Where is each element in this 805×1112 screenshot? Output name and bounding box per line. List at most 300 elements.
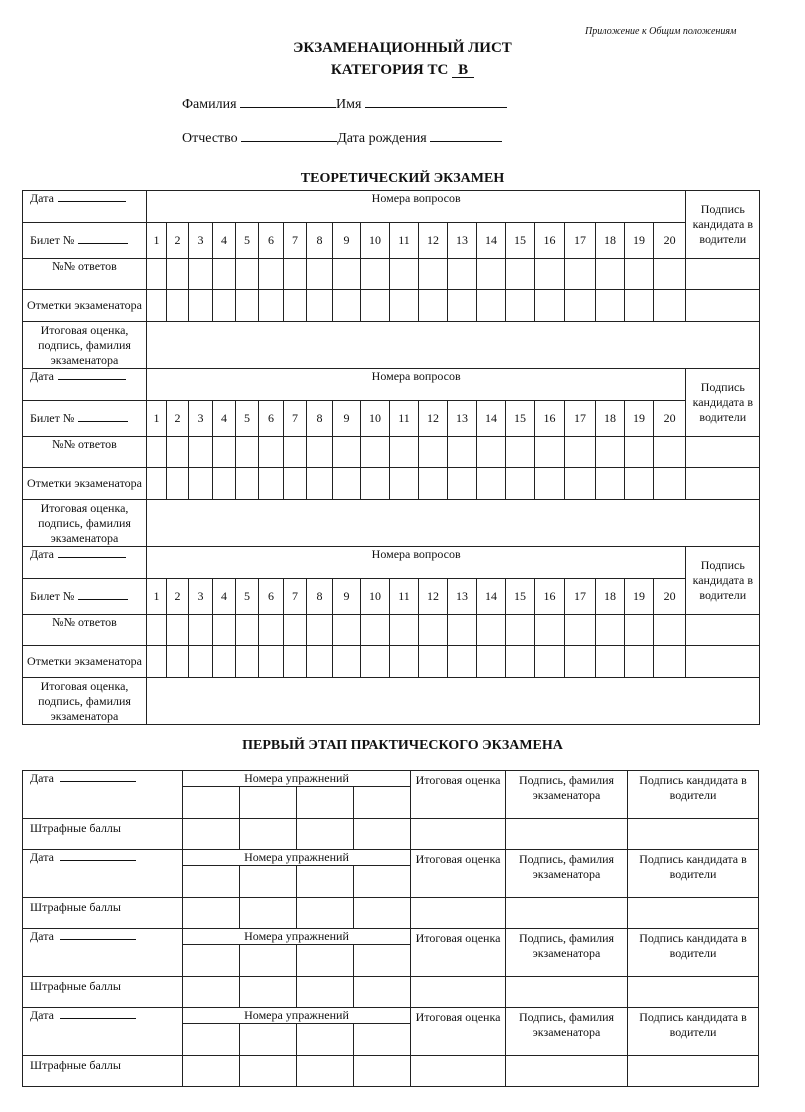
practical-section-title: ПЕРВЫЙ ЭТАП ПРАКТИЧЕСКОГО ЭКЗАМЕНА — [242, 738, 563, 753]
question-number: 16 — [535, 401, 565, 437]
question-number: 2 — [167, 579, 189, 615]
answer-cell[interactable] — [147, 437, 167, 468]
questions-header: Номера вопросов — [147, 191, 686, 223]
question-number: 18 — [596, 223, 625, 259]
exercise-number-cell[interactable] — [240, 787, 297, 819]
candidate-signature-cell[interactable] — [628, 1056, 759, 1087]
question-number: 1 — [147, 579, 167, 615]
question-number: 15 — [506, 401, 535, 437]
question-number: 19 — [625, 223, 654, 259]
question-number: 15 — [506, 223, 535, 259]
mark-cell[interactable] — [284, 468, 307, 500]
practical-date-label: Дата — [30, 1008, 54, 1022]
answer-cell[interactable] — [361, 259, 390, 290]
mark-cell[interactable] — [625, 646, 654, 678]
answer-cell[interactable] — [361, 615, 390, 646]
question-number: 14 — [477, 223, 506, 259]
ticket-label: Билет № — [30, 589, 75, 603]
exercise-number-cell[interactable] — [354, 1024, 411, 1056]
answer-cell[interactable] — [189, 615, 213, 646]
exercise-number-cell[interactable] — [240, 866, 297, 898]
practical-date-label: Дата — [30, 771, 54, 785]
theory-date-cell[interactable] — [23, 369, 147, 401]
question-number: 10 — [361, 579, 390, 615]
marks-signature-cell[interactable] — [686, 646, 760, 678]
answer-cell[interactable] — [390, 259, 419, 290]
final-grade-label: Итоговая оценка, подпись, фамилия экзаменатора — [23, 678, 147, 725]
answer-cell[interactable] — [625, 259, 654, 290]
practical-date-cell[interactable] — [23, 771, 183, 819]
question-number: 12 — [419, 223, 448, 259]
final-grade-cell[interactable] — [147, 678, 760, 725]
exercise-number-cell[interactable] — [354, 866, 411, 898]
ticket-cell[interactable] — [23, 401, 147, 437]
answer-cell[interactable] — [654, 437, 686, 468]
exercises-header: Номера упражнений — [183, 850, 411, 866]
mark-cell[interactable] — [333, 468, 361, 500]
question-number: 3 — [189, 579, 213, 615]
penalty-cell[interactable] — [240, 1056, 297, 1087]
answer-cell[interactable] — [236, 437, 259, 468]
mark-cell[interactable] — [477, 290, 506, 322]
examiner-signature-cell[interactable] — [506, 977, 628, 1008]
question-number: 17 — [565, 401, 596, 437]
mark-cell[interactable] — [361, 468, 390, 500]
penalty-cell[interactable] — [183, 898, 240, 929]
final-grade-cell[interactable] — [411, 1056, 506, 1087]
category-label: КАТЕГОРИЯ ТС — [330, 62, 449, 78]
sheet-title: ЭКЗАМЕНАЦИОННЫЙ ЛИСТ — [293, 40, 512, 56]
answer-cell[interactable] — [147, 615, 167, 646]
question-number: 5 — [236, 223, 259, 259]
final-grade-label: Итоговая оценка, подпись, фамилия экзаменатора — [23, 322, 147, 369]
marks-label: Отметки экзаменатора — [23, 468, 147, 500]
question-number: 18 — [596, 401, 625, 437]
exercise-number-cell[interactable] — [183, 787, 240, 819]
exercise-number-cell[interactable] — [297, 866, 354, 898]
candidate-signature-header: Подпись кандидата в водители — [628, 850, 759, 898]
mark-cell[interactable] — [419, 290, 448, 322]
question-number: 13 — [448, 401, 477, 437]
mark-cell[interactable] — [259, 468, 284, 500]
mark-cell[interactable] — [477, 468, 506, 500]
question-number: 15 — [506, 579, 535, 615]
mark-cell[interactable] — [625, 468, 654, 500]
question-number: 1 — [147, 223, 167, 259]
question-number: 7 — [284, 401, 307, 437]
answer-cell[interactable] — [333, 437, 361, 468]
answers-label: №№ ответов — [23, 615, 147, 646]
question-number: 17 — [565, 579, 596, 615]
penalty-cell[interactable] — [183, 1056, 240, 1087]
question-number: 13 — [448, 223, 477, 259]
marks-label: Отметки экзаменатора — [23, 290, 147, 322]
answer-cell[interactable] — [361, 437, 390, 468]
question-number: 10 — [361, 401, 390, 437]
question-number: 20 — [654, 223, 686, 259]
examiner-signature-cell[interactable] — [506, 1056, 628, 1087]
question-number: 20 — [654, 579, 686, 615]
question-number: 8 — [307, 223, 333, 259]
answer-cell[interactable] — [213, 615, 236, 646]
practical-date-field[interactable] — [60, 850, 136, 861]
candidate-signature-cell[interactable] — [628, 819, 759, 850]
mark-cell[interactable] — [535, 646, 565, 678]
answer-cell[interactable] — [596, 615, 625, 646]
question-number: 4 — [213, 401, 236, 437]
question-number: 14 — [477, 401, 506, 437]
ticket-label: Билет № — [30, 411, 75, 425]
question-number: 5 — [236, 579, 259, 615]
question-number: 10 — [361, 223, 390, 259]
exercise-number-cell[interactable] — [297, 945, 354, 977]
mark-cell[interactable] — [236, 290, 259, 322]
exercises-header: Номера упражнений — [183, 1008, 411, 1024]
final-grade-cell[interactable] — [411, 977, 506, 1008]
patronymic-line — [182, 129, 502, 147]
candidate-signature-header: Подпись кандидата в водители — [628, 771, 759, 819]
penalty-label: Штрафные баллы — [23, 819, 183, 850]
mark-cell[interactable] — [333, 290, 361, 322]
question-number: 7 — [284, 223, 307, 259]
answer-cell[interactable] — [236, 615, 259, 646]
answer-cell[interactable] — [506, 259, 535, 290]
final-grade-header: Итоговая оценка — [411, 850, 506, 898]
mark-cell[interactable] — [147, 290, 167, 322]
answer-cell[interactable] — [390, 437, 419, 468]
first-name-label: Имя — [336, 97, 362, 112]
ticket-label: Билет № — [30, 233, 75, 247]
answer-cell[interactable] — [259, 259, 284, 290]
answer-cell[interactable] — [259, 615, 284, 646]
answer-cell[interactable] — [419, 259, 448, 290]
practical-date-field[interactable] — [60, 929, 136, 940]
ticket-field[interactable] — [78, 411, 128, 422]
exercise-number-cell[interactable] — [297, 787, 354, 819]
answer-cell[interactable] — [535, 615, 565, 646]
candidate-signature-header: Подпись кандидата в водители — [686, 191, 760, 259]
candidate-signature-cell[interactable] — [628, 898, 759, 929]
penalty-cell[interactable] — [297, 898, 354, 929]
mark-cell[interactable] — [189, 646, 213, 678]
question-number: 17 — [565, 223, 596, 259]
category-value: В — [452, 63, 474, 78]
first-name-field[interactable] — [365, 95, 507, 108]
mark-cell[interactable] — [333, 646, 361, 678]
answer-cell[interactable] — [654, 259, 686, 290]
answer-cell[interactable] — [284, 259, 307, 290]
answer-cell[interactable] — [535, 437, 565, 468]
mark-cell[interactable] — [535, 468, 565, 500]
mark-cell[interactable] — [236, 646, 259, 678]
mark-cell[interactable] — [213, 468, 236, 500]
penalty-cell[interactable] — [240, 977, 297, 1008]
question-number: 6 — [259, 579, 284, 615]
final-grade-header: Итоговая оценка — [411, 771, 506, 819]
marks-label: Отметки экзаменатора — [23, 646, 147, 678]
practical-date-cell[interactable] — [23, 929, 183, 977]
mark-cell[interactable] — [167, 646, 189, 678]
answer-cell[interactable] — [477, 437, 506, 468]
question-number: 20 — [654, 401, 686, 437]
mark-cell[interactable] — [448, 646, 477, 678]
answer-cell[interactable] — [625, 437, 654, 468]
candidate-signature-header: Подпись кандидата в водители — [686, 547, 760, 615]
ticket-field[interactable] — [78, 589, 128, 600]
answer-cell[interactable] — [167, 259, 189, 290]
penalty-cell[interactable] — [240, 819, 297, 850]
answer-cell[interactable] — [390, 615, 419, 646]
answers-signature-cell[interactable] — [686, 615, 760, 646]
mark-cell[interactable] — [259, 646, 284, 678]
answer-cell[interactable] — [213, 259, 236, 290]
answer-cell[interactable] — [654, 615, 686, 646]
penalty-cell[interactable] — [354, 1056, 411, 1087]
category-line — [0, 62, 805, 79]
answers-signature-cell[interactable] — [686, 259, 760, 290]
mark-cell[interactable] — [390, 646, 419, 678]
ticket-field[interactable] — [78, 233, 128, 244]
answer-cell[interactable] — [506, 437, 535, 468]
questions-header: Номера вопросов — [147, 369, 686, 401]
mark-cell[interactable] — [213, 646, 236, 678]
answers-signature-cell[interactable] — [686, 437, 760, 468]
questions-header: Номера вопросов — [147, 547, 686, 579]
final-grade-label: Итоговая оценка, подпись, фамилия экзаменатора — [23, 500, 147, 547]
theory-exam-table — [22, 190, 760, 725]
answer-cell[interactable] — [565, 259, 596, 290]
question-number: 16 — [535, 223, 565, 259]
mark-cell[interactable] — [596, 290, 625, 322]
penalty-label: Штрафные баллы — [23, 977, 183, 1008]
mark-cell[interactable] — [189, 290, 213, 322]
ticket-cell[interactable] — [23, 579, 147, 615]
penalty-label: Штрафные баллы — [23, 1056, 183, 1087]
mark-cell[interactable] — [361, 290, 390, 322]
mark-cell[interactable] — [506, 290, 535, 322]
answer-cell[interactable] — [448, 437, 477, 468]
candidate-signature-header: Подпись кандидата в водители — [628, 929, 759, 977]
mark-cell[interactable] — [448, 290, 477, 322]
mark-cell[interactable] — [307, 468, 333, 500]
question-number: 9 — [333, 223, 361, 259]
patronymic-label: Отчество — [182, 131, 238, 146]
answer-cell[interactable] — [189, 437, 213, 468]
answer-cell[interactable] — [147, 259, 167, 290]
question-number: 8 — [307, 579, 333, 615]
answer-cell[interactable] — [625, 615, 654, 646]
theory-date-label: Дата — [30, 369, 54, 383]
marks-signature-cell[interactable] — [686, 468, 760, 500]
exercise-number-cell[interactable] — [240, 1024, 297, 1056]
mark-cell[interactable] — [189, 468, 213, 500]
mark-cell[interactable] — [390, 468, 419, 500]
last-name-field[interactable] — [240, 95, 336, 108]
exercise-number-cell[interactable] — [183, 945, 240, 977]
practical-date-field[interactable] — [60, 771, 136, 782]
exercises-header: Номера упражнений — [183, 929, 411, 945]
theory-date-cell[interactable] — [23, 547, 147, 579]
mark-cell[interactable] — [390, 290, 419, 322]
theory-date-label: Дата — [30, 547, 54, 561]
answer-cell[interactable] — [565, 437, 596, 468]
mark-cell[interactable] — [147, 646, 167, 678]
question-number: 3 — [189, 223, 213, 259]
mark-cell[interactable] — [565, 646, 596, 678]
answer-cell[interactable] — [419, 615, 448, 646]
answer-cell[interactable] — [307, 615, 333, 646]
patronymic-field[interactable] — [241, 129, 337, 142]
answer-cell[interactable] — [506, 615, 535, 646]
exercise-number-cell[interactable] — [183, 1024, 240, 1056]
mark-cell[interactable] — [596, 468, 625, 500]
exercise-number-cell[interactable] — [240, 945, 297, 977]
penalty-cell[interactable] — [183, 977, 240, 1008]
answer-cell[interactable] — [448, 259, 477, 290]
answer-cell[interactable] — [333, 615, 361, 646]
mark-cell[interactable] — [596, 646, 625, 678]
final-grade-cell[interactable] — [147, 500, 760, 547]
answer-cell[interactable] — [448, 615, 477, 646]
answers-label: №№ ответов — [23, 259, 147, 290]
mark-cell[interactable] — [213, 290, 236, 322]
answer-cell[interactable] — [259, 437, 284, 468]
mark-cell[interactable] — [259, 290, 284, 322]
mark-cell[interactable] — [419, 468, 448, 500]
birth-date-field[interactable] — [430, 129, 502, 142]
mark-cell[interactable] — [477, 646, 506, 678]
exercise-number-cell[interactable] — [297, 1024, 354, 1056]
practical-exam-table — [22, 770, 759, 1087]
final-grade-header: Итоговая оценка — [411, 1008, 506, 1056]
mark-cell[interactable] — [307, 646, 333, 678]
answer-cell[interactable] — [565, 615, 596, 646]
mark-cell[interactable] — [535, 290, 565, 322]
practical-date-cell[interactable] — [23, 1008, 183, 1056]
question-number: 9 — [333, 579, 361, 615]
answer-cell[interactable] — [213, 437, 236, 468]
question-number: 11 — [390, 579, 419, 615]
question-number: 12 — [419, 401, 448, 437]
mark-cell[interactable] — [565, 290, 596, 322]
answer-cell[interactable] — [419, 437, 448, 468]
birth-date-label: Дата рождения — [337, 131, 427, 146]
theory-date-field[interactable] — [58, 547, 126, 558]
examiner-signature-header: Подпись, фамилия экзаменатора — [506, 850, 628, 898]
mark-cell[interactable] — [654, 290, 686, 322]
examiner-signature-header: Подпись, фамилия экзаменатора — [506, 929, 628, 977]
question-number: 11 — [390, 401, 419, 437]
mark-cell[interactable] — [167, 290, 189, 322]
penalty-cell[interactable] — [354, 977, 411, 1008]
penalty-cell[interactable] — [240, 898, 297, 929]
mark-cell[interactable] — [506, 468, 535, 500]
examiner-signature-header: Подпись, фамилия экзаменатора — [506, 771, 628, 819]
question-number: 2 — [167, 401, 189, 437]
mark-cell[interactable] — [284, 646, 307, 678]
exercise-number-cell[interactable] — [354, 787, 411, 819]
penalty-cell[interactable] — [354, 898, 411, 929]
exercise-number-cell[interactable] — [183, 866, 240, 898]
answer-cell[interactable] — [167, 615, 189, 646]
question-number: 4 — [213, 579, 236, 615]
answer-cell[interactable] — [535, 259, 565, 290]
answer-cell[interactable] — [333, 259, 361, 290]
answer-cell[interactable] — [307, 437, 333, 468]
question-number: 6 — [259, 223, 284, 259]
answer-cell[interactable] — [307, 259, 333, 290]
mark-cell[interactable] — [284, 290, 307, 322]
question-number: 18 — [596, 579, 625, 615]
theory-date-field[interactable] — [58, 191, 126, 202]
penalty-cell[interactable] — [297, 1056, 354, 1087]
question-number: 1 — [147, 401, 167, 437]
answer-cell[interactable] — [477, 259, 506, 290]
penalty-label: Штрафные баллы — [23, 898, 183, 929]
mark-cell[interactable] — [654, 646, 686, 678]
answer-cell[interactable] — [596, 259, 625, 290]
answer-cell[interactable] — [284, 615, 307, 646]
theory-date-cell[interactable] — [23, 191, 147, 223]
mark-cell[interactable] — [419, 646, 448, 678]
mark-cell[interactable] — [147, 468, 167, 500]
final-grade-header: Итоговая оценка — [411, 929, 506, 977]
penalty-cell[interactable] — [354, 819, 411, 850]
examiner-signature-cell[interactable] — [506, 898, 628, 929]
theory-section-title: ТЕОРЕТИЧЕСКИЙ ЭКЗАМЕН — [300, 171, 505, 186]
penalty-cell[interactable] — [297, 819, 354, 850]
penalty-cell[interactable] — [183, 819, 240, 850]
mark-cell[interactable] — [565, 468, 596, 500]
question-number: 19 — [625, 401, 654, 437]
mark-cell[interactable] — [448, 468, 477, 500]
final-grade-cell[interactable] — [147, 322, 760, 369]
penalty-cell[interactable] — [297, 977, 354, 1008]
answer-cell[interactable] — [236, 259, 259, 290]
mark-cell[interactable] — [236, 468, 259, 500]
question-number: 5 — [236, 401, 259, 437]
answer-cell[interactable] — [189, 259, 213, 290]
ticket-cell[interactable] — [23, 223, 147, 259]
question-number: 13 — [448, 579, 477, 615]
question-number: 12 — [419, 579, 448, 615]
mark-cell[interactable] — [167, 468, 189, 500]
final-grade-cell[interactable] — [411, 898, 506, 929]
exercises-header: Номера упражнений — [183, 771, 411, 787]
candidate-signature-cell[interactable] — [628, 977, 759, 1008]
examiner-signature-cell[interactable] — [506, 819, 628, 850]
practical-date-cell[interactable] — [23, 850, 183, 898]
mark-cell[interactable] — [625, 290, 654, 322]
mark-cell[interactable] — [506, 646, 535, 678]
mark-cell[interactable] — [361, 646, 390, 678]
theory-date-field[interactable] — [58, 369, 126, 380]
answer-cell[interactable] — [284, 437, 307, 468]
final-grade-cell[interactable] — [411, 819, 506, 850]
practical-date-field[interactable] — [60, 1008, 136, 1019]
answers-label: №№ ответов — [23, 437, 147, 468]
mark-cell[interactable] — [654, 468, 686, 500]
examiner-signature-header: Подпись, фамилия экзаменатора — [506, 1008, 628, 1056]
question-number: 7 — [284, 579, 307, 615]
answer-cell[interactable] — [167, 437, 189, 468]
mark-cell[interactable] — [307, 290, 333, 322]
marks-signature-cell[interactable] — [686, 290, 760, 322]
answer-cell[interactable] — [477, 615, 506, 646]
candidate-signature-header: Подпись кандидата в водители — [628, 1008, 759, 1056]
exercise-number-cell[interactable] — [354, 945, 411, 977]
answer-cell[interactable] — [596, 437, 625, 468]
